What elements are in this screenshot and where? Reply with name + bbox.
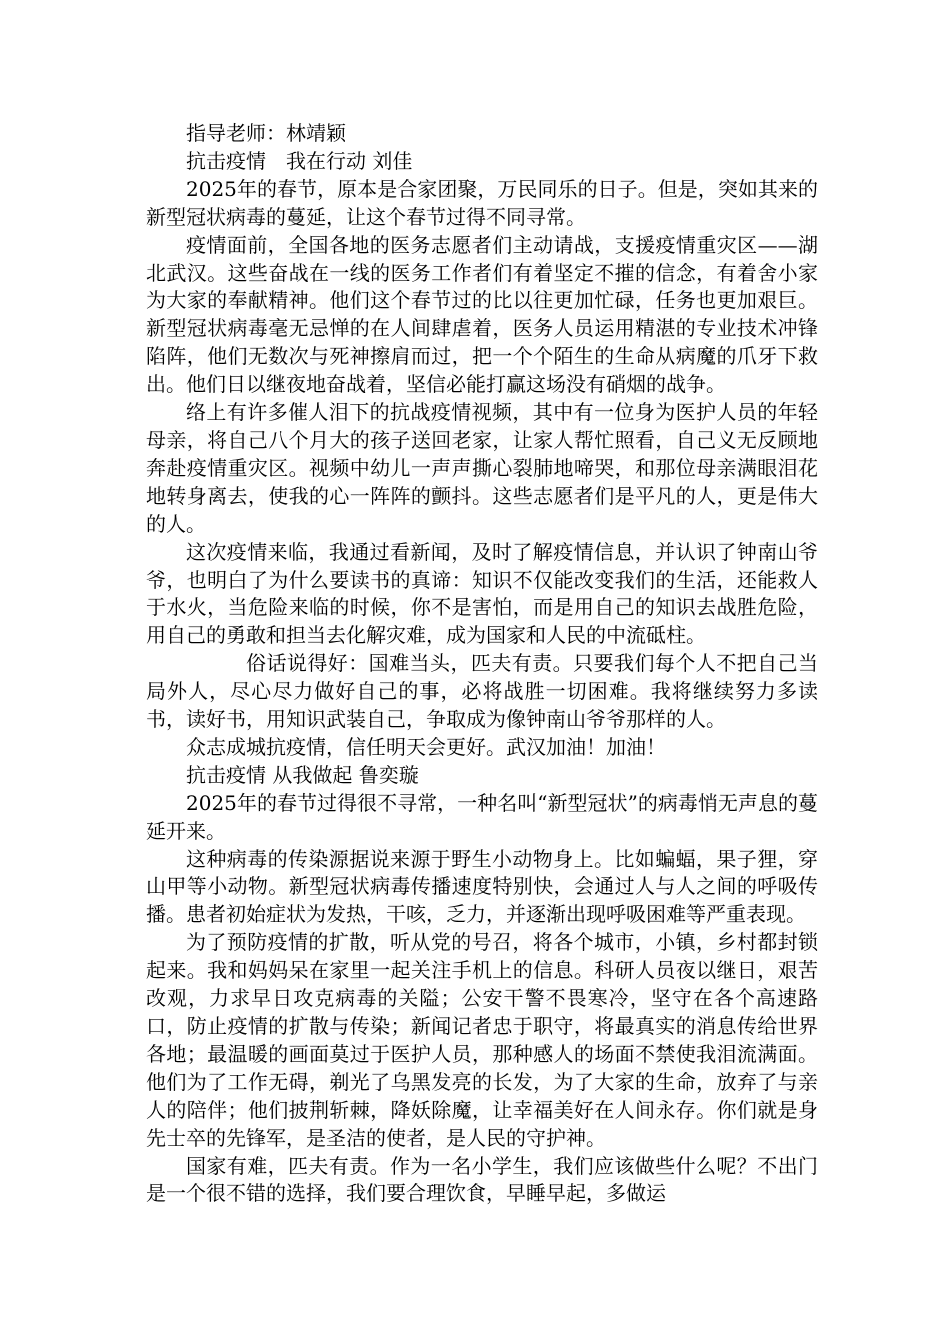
essay-title-1: 抗击疫情 我在行动 刘佳 xyxy=(186,148,413,173)
paragraph: 疫情面前，全国各地的医务志愿者们主动请战，支援疫情重灾区——湖北武汉。这些奋战在一线的医务工作者们有着坚定不摧的信念，有着舍小家为大家的奉献精神。他们这个春节过的比以往更加忙碌，任务也更加艰巨。新型冠状病毒毫无忌惮的在人间肆虐着，医务人员运用精湛的专业技术冲锋陷阵，他们无数次与死神擦肩而过，把一个个陌生的生命从病魔的爪牙下救出。他们日以继夜地奋战着，坚信必能打赢这场没有硝烟的战争。 xyxy=(146,232,818,397)
paragraph: 国家有难，匹夫有责。作为一名小学生，我们应该做些什么呢？不出门是一个很不错的选择，我们要合理饮食，早睡早起，多做运 xyxy=(146,1153,818,1206)
paragraph: 这次疫情来临，我通过看新闻，及时了解疫情信息，并认识了钟南山爷爷，也明白了为什么要读书的真谛：知识不仅能改变我们的生活，还能救人于水火，当危险来临的时候，你不是害怕，而是用自己的知识去战胜危险，用自己的勇敢和担当去化解灾难，成为国家和人民的中流砥柱。 xyxy=(146,539,818,648)
paragraph: 这种病毒的传染源据说来源于野生小动物身上。比如蝙蝠，果子狸，穿山甲等小动物。新型冠状病毒传播速度特别快，会通过人与人之间的呼吸传播。患者初始症状为发热，干咳，乏力，并逐渐出现呼吸困难等严重表现。 xyxy=(146,846,818,927)
paragraph: 2025年的春节过得很不寻常，一种名叫“新型冠状”的病毒悄无声息的蔓延开来。 xyxy=(146,790,818,843)
paragraph: 络上有许多催人泪下的抗战疫情视频，其中有一位身为医护人员的年轻母亲，将自己八个月大的孩子送回老家，让家人帮忙照看，自己义无反顾地奔赴疫情重灾区。视频中幼儿一声声撕心裂肺地啼哭，和那位母亲满眼泪花地转身离去，使我的心一阵阵的颤抖。这些志愿者们是平凡的人，更是伟大的人。 xyxy=(146,400,818,536)
paragraph: 众志成城抗疫情，信任明天会更好。武汉加油！加油！ xyxy=(186,734,666,759)
document-body xyxy=(146,120,818,1208)
essay-title-2: 抗击疫情 从我做起 鲁奕璇 xyxy=(186,762,419,787)
paragraph: 2025年的春节，原本是合家团聚，万民同乐的日子。但是，突如其来的新型冠状病毒的蔓延，让这个春节过得不同寻常。 xyxy=(146,176,818,229)
paragraph: 俗话说得好：国难当头，匹夫有责。只要我们每个人不把自己当局外人，尽心尽力做好自己的事，必将战胜一切困难。我将继续努力多读书，读好书，用知识武装自己，争取成为像钟南山爷爷那样的人。 xyxy=(146,651,818,732)
instructor-line: 指导老师：林靖颖 xyxy=(186,121,346,145)
paragraph: 为了预防疫情的扩散，听从党的号召，将各个城市，小镇，乡村都封锁起来。我和妈妈呆在家里一起关注手机上的信息。科研人员夜以继日，艰苦改观，力求早日攻克病毒的关隘；公安干警不畏寒冷，坚守在各个高速路口，防止疫情的扩散与传染；新闻记者忠于职守，将最真实的消息传给世界各地；最温暖的画面莫过于医护人员，那种感人的场面不禁使我泪流满面。他们为了工作无碍，剃光了乌黑发亮的长发，为了大家的生命，放弃了与亲人的陪伴；他们披荆斩棘，降妖除魔，让幸福美好在人间永存。你们就是身先士卒的先锋军，是圣洁的使者，是人民的守护神。 xyxy=(146,930,818,1150)
